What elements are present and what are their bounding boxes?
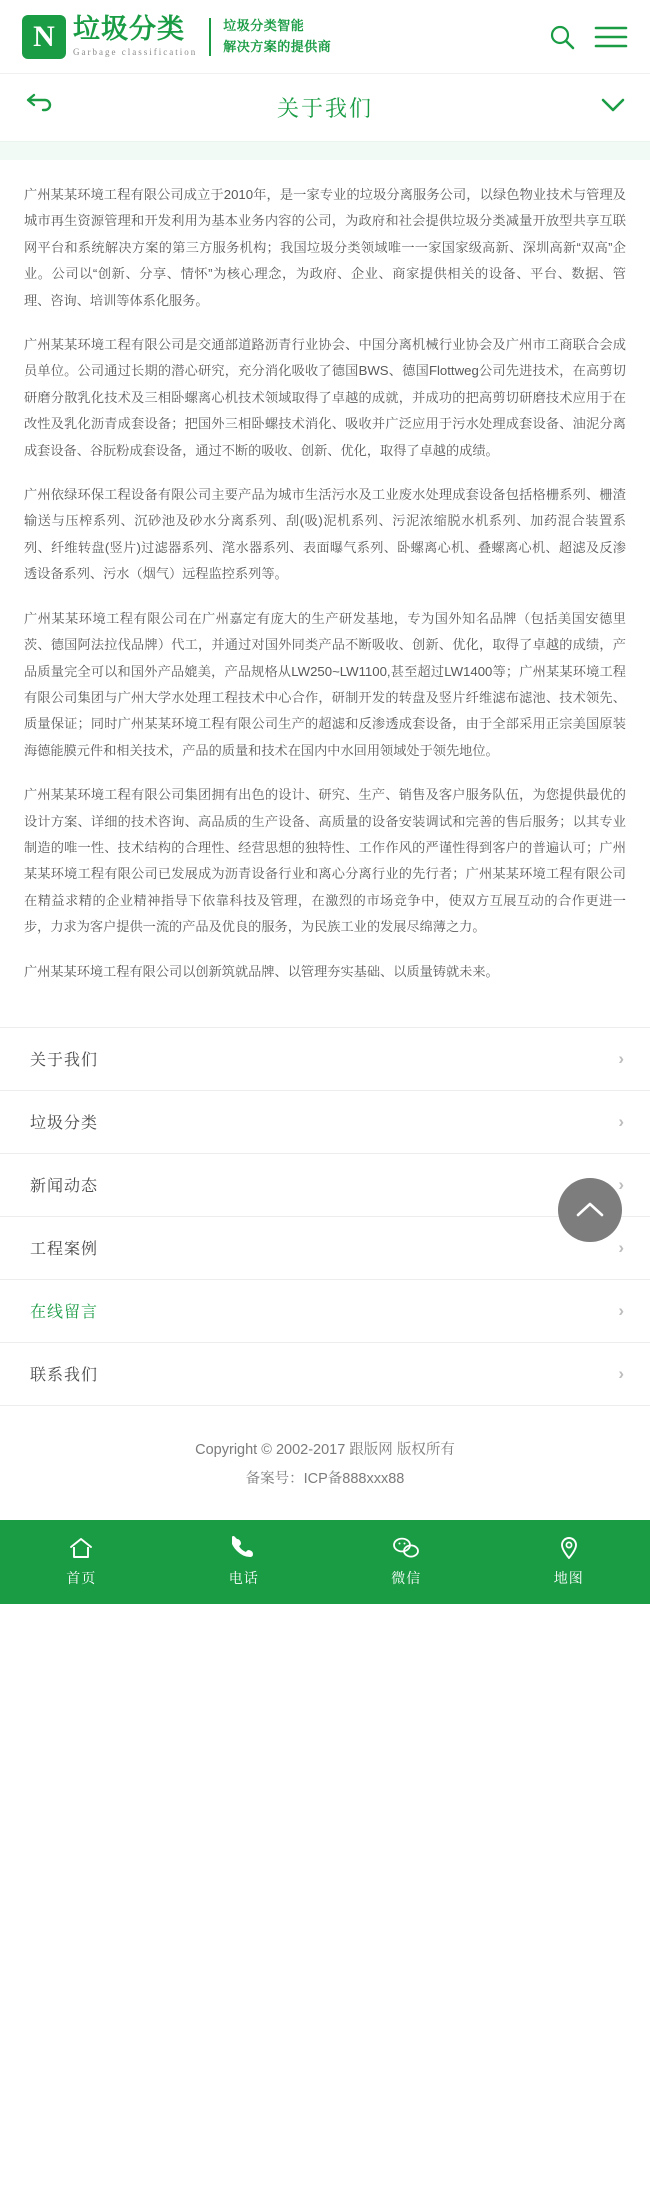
chevron-right-icon: › (618, 1363, 624, 1383)
tab-map[interactable] (488, 1535, 650, 1588)
chevron-right-icon: › (618, 1111, 624, 1131)
footer-copyright (0, 1406, 650, 1520)
tab-label: 微信 (391, 1570, 422, 1587)
copyright-line-1: Copyright © 2002-2017 跟版网 版权所有 (195, 1441, 455, 1458)
chevron-down-icon[interactable] (580, 96, 626, 119)
header-divider (209, 18, 211, 56)
nav-item-label: 联系我们 (30, 1367, 99, 1385)
tab-wechat[interactable] (325, 1535, 488, 1588)
chevron-right-icon: › (618, 1237, 624, 1257)
hamburger-menu-icon[interactable] (594, 24, 628, 50)
logo[interactable] (22, 15, 197, 59)
article-paragraph: 广州某某环境工程有限公司以创新筑就品牌、以管理夯实基础、以质量铸就未来。 (24, 963, 499, 979)
nav-item-label: 工程案例 (30, 1241, 99, 1259)
article-paragraph: 广州某某环境工程有限公司成立于2010年，是一家专业的垃圾分离服务公司，以绿色物业技术与管理及城市再生资源管理和开发利用为基本业务内容的公司，为政府和社会提供垃圾分类减量开放型共享互联网平台和系统解决方案的第三方服务机构；我国垃圾分类领域唯一一家国家级高新、深圳高新“双高”企业。公司以“创新、分享、情怀”为核心理念，为政府、企业、商家提供相关的设备、平台、数据、管理、咨询、培训等体系化服务。 (24, 187, 626, 308)
icp-record-line: 备案号：ICP备888xxx88 (245, 1470, 405, 1487)
nav-item-label: 垃圾分类 (30, 1115, 99, 1133)
slogan-line-2: 解决方案的提供商 (223, 38, 332, 54)
nav-item-label: 新闻动态 (30, 1178, 99, 1196)
nav-item-cases[interactable] (0, 1217, 650, 1280)
section-nav-list (0, 1027, 650, 1406)
phone-icon (232, 1535, 256, 1561)
about-article (0, 160, 650, 1013)
chevron-right-icon: › (618, 1300, 624, 1320)
title-underline (0, 142, 650, 160)
page-title-bar (0, 74, 650, 142)
nav-item-garbage-classification[interactable] (0, 1091, 650, 1154)
slogan-line-1: 垃圾分类智能 (223, 18, 305, 34)
wechat-icon (392, 1535, 420, 1561)
bottom-tab-bar (0, 1520, 650, 1604)
map-pin-icon (558, 1535, 580, 1561)
nav-item-about[interactable] (0, 1028, 650, 1091)
chevron-right-icon: › (618, 1048, 624, 1068)
chevron-right-icon: › (618, 1174, 624, 1194)
nav-item-news[interactable] (0, 1154, 650, 1217)
article-paragraph: 广州某某环境工程有限公司是交通部道路沥青行业协会、中国分离机械行业协会及广州市工商联合会成员单位。公司通过长期的潜心研究，充分消化吸收了德国BWS、德国Flottweg公司先进技术，在高剪切研磨分散乳化技术及三相卧螺离心机技术领域取得了卓越的成就，并成功的把高剪切研磨技术应用于在改性及乳化沥青成套设备；把国外三相卧螺技术消化、吸收并广泛应用于污水处理成套设备、油泥分离成套设备、谷朊粉成套设备，通过不断的吸收、创新、优化，取得了卓越的成绩。 (24, 337, 626, 458)
back-arrow-icon[interactable] (24, 92, 70, 123)
page-title: 关于我们 (276, 96, 373, 121)
tab-phone[interactable] (163, 1535, 326, 1588)
logo-mark-icon: N (22, 15, 66, 59)
home-icon (68, 1535, 94, 1561)
search-icon[interactable] (548, 23, 576, 51)
article-paragraph: 广州某某环境工程有限公司在广州嘉定有庞大的生产研发基地，专为国外知名品牌（包括美国安德里茨、德国阿法拉伐品牌）代工，并通过对国外同类产品不断吸收、创新、优化，取得了卓越的成绩，产品质量完全可以和国外产品媲美，产品规格从LW250~LW1100,甚至超过LW1400等；广州某某环境工程有限公司集团与广州大学水处理工程技术中心合作，研制开发的转盘及竖片纤维滤布滤池、技术领先、质量保证；同时广州某某环境工程有限公司生产的超滤和反渗透成套设备，由于全部采用正宗美国原装海德能膜元件和相关技术，产品的质量和技术在国内中水回用领域处于领先地位。 (24, 610, 626, 758)
header-slogan (223, 16, 331, 56)
back-to-top-button[interactable] (558, 1178, 622, 1242)
logo-title: 垃圾分类 (73, 14, 185, 44)
site-header (0, 0, 650, 74)
article-paragraph: 广州依绿环保工程设备有限公司主要产品为城市生活污水及工业废水处理成套设备包括格栅系列、栅渣输送与压榨系列、沉砂池及砂水分离系列、刮(吸)泥机系列、污泥浓缩脱水机系列、加药混合装置系列、纤维转盘(竖片)过滤器系列、滗水器系列、表面曝气系列、卧螺离心机、叠螺离心机、超滤及反渗透设备系列、污水（烟气）远程监控系列等。 (24, 487, 626, 582)
nav-item-contact[interactable] (0, 1343, 650, 1406)
nav-item-label: 在线留言 (30, 1304, 99, 1322)
logo-subtitle: Garbage classification (73, 47, 198, 57)
nav-item-message[interactable] (0, 1280, 650, 1343)
tab-home[interactable] (0, 1535, 163, 1588)
article-paragraph: 广州某某环境工程有限公司集团拥有出色的设计、研究、生产、销售及客户服务队伍，为您提供最优的设计方案、详细的技术咨询、高品质的生产设备、高质量的设备安装调试和完善的售后服务；以其专业制造的唯一性、技术结构的合理性、经营思想的独特性、工作作风的严谨性得到客户的普遍认可；广州某某环境工程有限公司已发展成为沥青设备行业和离心分离行业的先行者；广州某某环境工程有限公司在精益求精的企业精神指导下依靠科技及管理，在激烈的市场竞争中，使双方互展互动的合作更进一步，力求为客户提供一流的产品及优良的服务，为民族工业的发展尽绵薄之力。 (24, 787, 626, 935)
tab-label: 电话 (228, 1570, 259, 1587)
tab-label: 首页 (66, 1570, 97, 1587)
tab-label: 地图 (553, 1570, 584, 1587)
nav-item-label: 关于我们 (30, 1052, 99, 1070)
